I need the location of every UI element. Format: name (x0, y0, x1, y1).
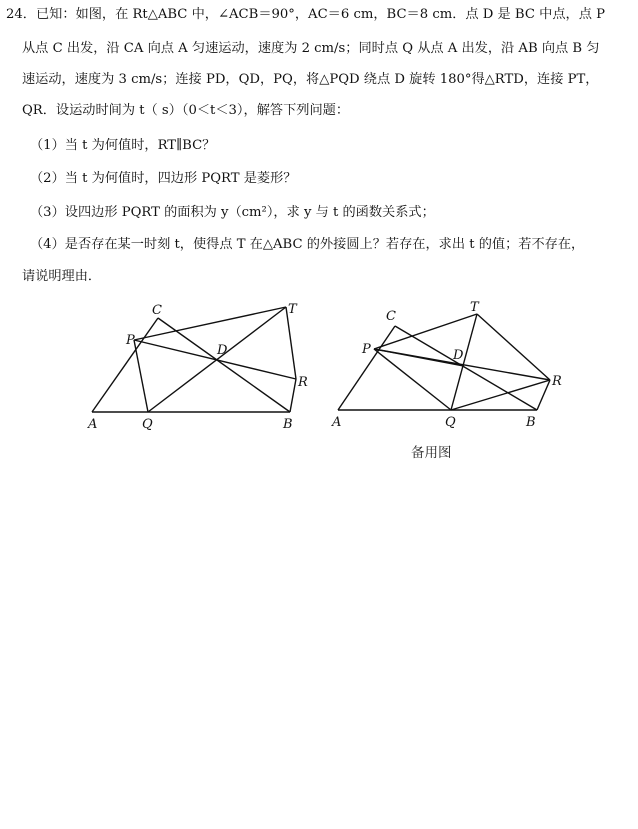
question-2: （2）当 t 为何值时，四边形 PQRT 是菱形？ (30, 171, 297, 186)
label-p: P (362, 342, 371, 357)
segment-pr (134, 340, 296, 379)
label-c: C (386, 309, 396, 324)
segment-ac (338, 326, 395, 410)
question-3: （3）设四边形 PQRT 的面积为 y（cm²），求 y 与 t 的函数关系式； (30, 205, 435, 220)
segment-ac (92, 318, 158, 412)
label-p: P (126, 333, 135, 348)
problem-line-2: 从点 C 出发，沿 CA 向点 A 匀速运动，速度为 2 cm/s；同时点 Q 从点 A 出发，沿 AB 向点 B 匀 (22, 41, 600, 56)
label-a: A (332, 415, 342, 430)
label-q: Q (445, 415, 456, 430)
label-r: R (298, 375, 308, 390)
figure-main (84, 296, 324, 436)
label-d: D (217, 343, 228, 358)
segment-rb (537, 380, 550, 410)
segment-pd (374, 349, 464, 366)
label-t: T (288, 302, 297, 317)
segment-rb (290, 379, 296, 412)
question-1: （1）当 t 为何值时，RT∥BC？ (30, 138, 216, 153)
backup-figure-caption: 备用图 (411, 445, 452, 461)
segment-qp (374, 349, 451, 410)
question-4: （4）是否存在某一时刻 t，使得点 T 在△ABC 的外接圆上？若存在，求出 t 的值；若不存在， (30, 237, 585, 252)
label-b: B (526, 415, 536, 430)
label-b: B (283, 417, 293, 432)
problem-line-1: 24．已知：如图，在 Rt△ABC 中，∠ACB＝90°，AC＝6 cm，BC＝8 cm．点 D 是 BC 中点，点 P (6, 7, 605, 22)
label-t: T (470, 300, 479, 315)
segment-qt (148, 307, 286, 412)
problem-line-4: QR．设运动时间为 t（ s）（0＜t＜3），解答下列问题： (22, 103, 350, 118)
segment-cb (158, 318, 290, 412)
segment-tr (477, 314, 550, 380)
segment-cb (395, 326, 537, 410)
question-4-continued: 请说明理由． (22, 269, 102, 284)
segment-rq (451, 380, 550, 410)
figure-backup (326, 298, 576, 436)
label-d: D (453, 348, 464, 363)
problem-line-3: 速运动，速度为 3 cm/s；连接 PD，QD，PQ，将△PQD 绕点 D 旋转 180°得△RTD，连接 PT， (22, 72, 599, 87)
segment-pq (134, 340, 148, 412)
label-a: A (88, 417, 98, 432)
segment-tr (286, 307, 296, 379)
label-r: R (552, 374, 562, 389)
label-c: C (152, 303, 162, 318)
label-q: Q (142, 417, 153, 432)
